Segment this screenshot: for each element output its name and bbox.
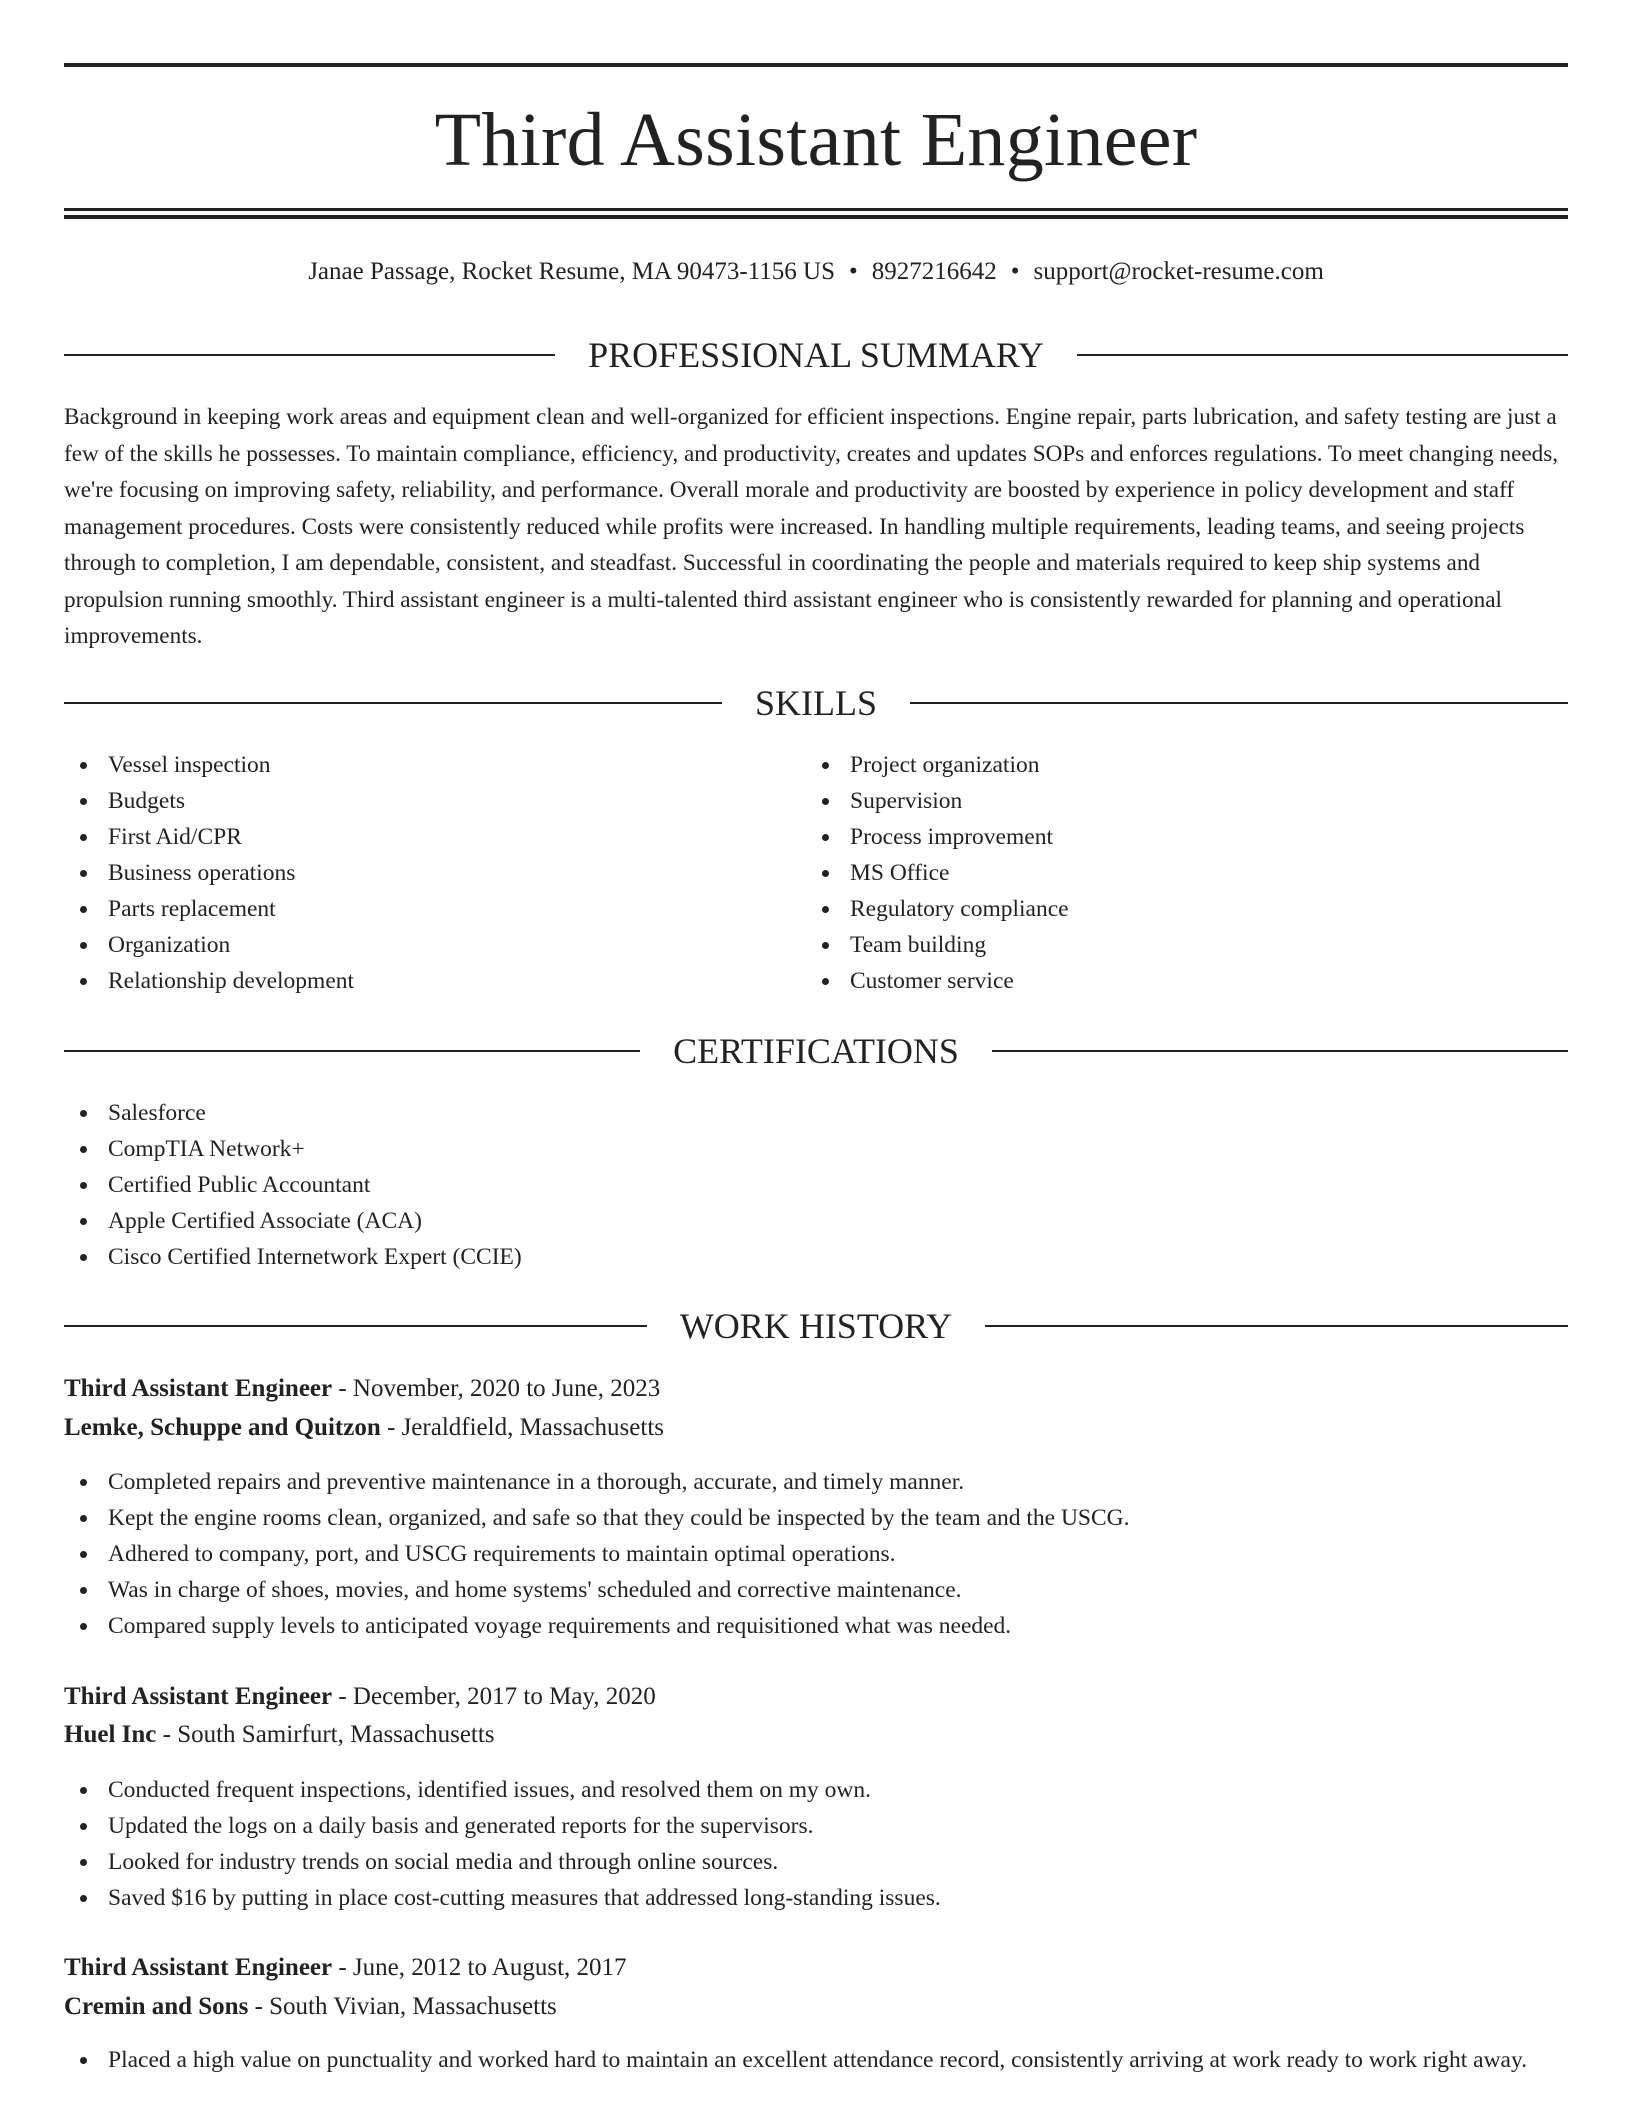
contact-phone: 8927216642 (871, 258, 997, 285)
skill-item: Organization (64, 927, 764, 963)
job-location: - South Samirfurt, Massachusetts (156, 1721, 495, 1748)
header-bottom-rule-1 (64, 208, 1568, 211)
skill-item: Business operations (64, 855, 764, 891)
summary-text: Background in keeping work areas and equipment clean and well-organized for efficient inspections. Engine repair, parts lubrication, and safety testing are just a few of the skills he possesses. To maintain compliance, efficiency, and productivity, creates and updates SOPs and enforces regulations. To meet changing needs, we're focusing on improving safety, reliability, and performance. Overall morale and productivity are boosted by experience in policy development and staff management procedures. Costs were consistently reduced while profits were increased. In handling multiple requirements, leading teams, and seeing projects through to completion, I am dependable, consistent, and steadfast. Successful in coordinating the people and materials required to keep ship systems and propulsion running smoothly. Third assistant engineer is a multi-talented third assistant engineer who is consistently rewarded for planning and operational improvements. (64, 404, 1559, 649)
job-bullet: Updated the logs on a daily basis and generated reports for the supervisors. (64, 1808, 1568, 1844)
job-title: Third Assistant Engineer (64, 1375, 333, 1402)
job-bullet: Was in charge of shoes, movies, and home systems' scheduled and corrective maintenance. (64, 1572, 1568, 1608)
job-company: Huel Inc (64, 1721, 157, 1748)
section-heading-skills (64, 683, 1568, 723)
certification-item: Salesforce (64, 1095, 1568, 1131)
contact-separator: • (1010, 258, 1020, 285)
job-dates: - June, 2012 to August, 2017 (332, 1954, 627, 1981)
header-top-rule (64, 63, 1568, 67)
skill-item: Vessel inspection (64, 747, 764, 783)
divider (985, 1325, 1568, 1327)
skill-item: Relationship development (64, 963, 764, 999)
job-bullets (64, 1464, 1568, 1644)
skill-item: Supervision (806, 783, 1506, 819)
contact-email: support@rocket-resume.com (1033, 258, 1324, 285)
job-bullet: Completed repairs and preventive maintenance in a thorough, accurate, and timely manner. (64, 1464, 1568, 1500)
contact-line (64, 254, 1568, 290)
skill-item: Parts replacement (64, 891, 764, 927)
job-title: Third Assistant Engineer (64, 1683, 333, 1710)
certification-item: CompTIA Network+ (64, 1131, 1568, 1167)
header-bottom-rule-2 (64, 215, 1568, 219)
skill-item: Customer service (806, 963, 1506, 999)
job-company-line (64, 1410, 1568, 1446)
contact-separator: • (848, 258, 858, 285)
skill-item: MS Office (806, 855, 1506, 891)
divider (992, 1050, 1568, 1052)
section-title: CERTIFICATIONS (673, 1031, 959, 1071)
certification-item: Certified Public Accountant (64, 1167, 1568, 1203)
skills-list-right (806, 747, 1506, 999)
section-heading-summary (64, 335, 1568, 375)
skill-item: Team building (806, 927, 1506, 963)
job-title-line (64, 1371, 1568, 1407)
skill-item: Process improvement (806, 819, 1506, 855)
job-title: Third Assistant Engineer (64, 1954, 333, 1981)
divider (1077, 354, 1568, 356)
section-title: PROFESSIONAL SUMMARY (588, 335, 1044, 375)
job-title-line (64, 1679, 1568, 1715)
job-bullet: Looked for industry trends on social media and through online sources. (64, 1844, 1568, 1880)
divider (64, 702, 722, 704)
certification-item: Cisco Certified Internetwork Expert (CCIE) (64, 1239, 1568, 1275)
skill-item: Budgets (64, 783, 764, 819)
job-location: - South Vivian, Massachusetts (248, 1993, 557, 2020)
job-dates: - November, 2020 to June, 2023 (332, 1375, 661, 1402)
skills-list-left (64, 747, 764, 999)
section-heading-certifications (64, 1031, 1568, 1071)
contact-address: Janae Passage, Rocket Resume, MA 90473-1156 US (308, 258, 835, 285)
divider (64, 1050, 640, 1052)
skill-item: Project organization (806, 747, 1506, 783)
divider (64, 1325, 647, 1327)
job-bullet: Saved $16 by putting in place cost-cutting measures that addressed long-standing issues. (64, 1880, 1568, 1916)
job-company: Lemke, Schuppe and Quitzon (64, 1414, 381, 1441)
skill-item: Regulatory compliance (806, 891, 1506, 927)
job-title-line (64, 1950, 1568, 1986)
job-bullet: Kept the engine rooms clean, organized, and safe so that they could be inspected by the team and the USCG. (64, 1500, 1568, 1536)
job-bullets (64, 2042, 1568, 2078)
job-company-line (64, 1717, 1568, 1753)
job-bullet: Placed a high value on punctuality and worked hard to maintain an excellent attendance record, consistently arriving at work ready to work right away. (64, 2042, 1568, 2078)
job-dates: - December, 2017 to May, 2020 (332, 1683, 656, 1710)
job-bullets (64, 1772, 1568, 1916)
job-bullet: Adhered to company, port, and USCG requirements to maintain optimal operations. (64, 1536, 1568, 1572)
page-title: Third Assistant Engineer (434, 98, 1198, 182)
job-location: - Jeraldfield, Massachusetts (380, 1414, 665, 1441)
divider (910, 702, 1568, 704)
job-company: Cremin and Sons (64, 1993, 249, 2020)
divider (64, 354, 555, 356)
certification-item: Apple Certified Associate (ACA) (64, 1203, 1568, 1239)
job-company-line (64, 1989, 1568, 2025)
skill-item: First Aid/CPR (64, 819, 764, 855)
section-title: SKILLS (755, 683, 878, 723)
job-bullet: Conducted frequent inspections, identified issues, and resolved them on my own. (64, 1772, 1568, 1808)
certifications-list (64, 1095, 1568, 1275)
section-heading-work-history (64, 1306, 1568, 1346)
section-title: WORK HISTORY (679, 1306, 953, 1346)
job-bullet: Compared supply levels to anticipated voyage requirements and requisitioned what was needed. (64, 1608, 1568, 1644)
